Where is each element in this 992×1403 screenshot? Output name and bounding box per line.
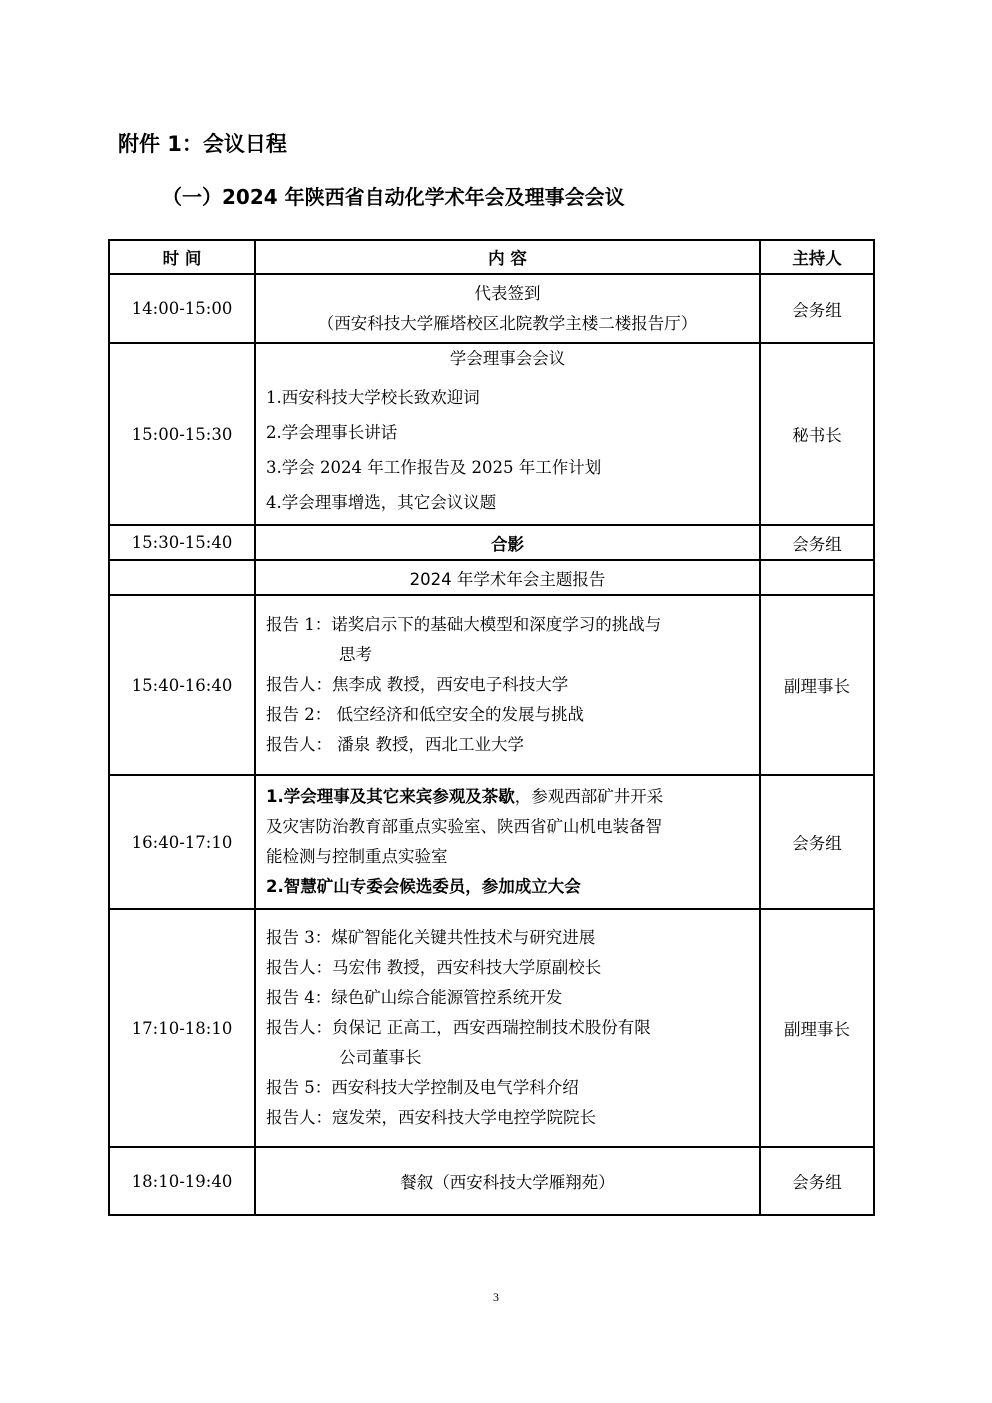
row-content [255, 274, 760, 343]
list-item: 1.西安科技大学校长致欢迎词 [266, 388, 480, 407]
row-content [255, 595, 760, 775]
row-time: 16:40-17:10 [109, 775, 255, 909]
section-title: （一）2024 年陕西省自动化学术年会及理事会会议 [162, 185, 625, 209]
row-host: 副理事长 [760, 909, 874, 1147]
report-line: 报告 1：诺奖启示下的基础大模型和深度学习的挑战与 [266, 615, 662, 634]
row-time: 15:30-15:40 [109, 525, 255, 560]
header-time: 时 间 [109, 240, 255, 274]
row-host: 秘书长 [760, 343, 874, 525]
row-content: 餐叙（西安科技大学雁翔苑） [255, 1147, 760, 1215]
row-time: 17:10-18:10 [109, 909, 255, 1147]
row-content [255, 775, 760, 909]
list-item: 4.学会理事增选，其它会议议题 [266, 493, 497, 512]
visit-detail: 能检测与控制重点实验室 [266, 847, 448, 866]
row-time: 15:40-16:40 [109, 595, 255, 775]
report-line: 报告 5：西安科技大学控制及电气学科介绍 [266, 1078, 579, 1097]
table-row [109, 274, 874, 343]
page-number: 3 [493, 1290, 499, 1304]
table-row [109, 775, 874, 909]
row-content: 2024 年学术年会主题报告 [255, 560, 760, 595]
list-item: 3.学会 2024 年工作报告及 2025 年工作计划 [266, 458, 602, 477]
table-row [109, 595, 874, 775]
report-line: 报告人： 潘泉 教授，西北工业大学 [266, 735, 524, 754]
row-content [255, 343, 760, 525]
row-host: 会务组 [760, 274, 874, 343]
visit-detail: 及灾害防治教育部重点实验室、陕西省矿山机电装备智 [266, 817, 662, 836]
row-host [760, 560, 874, 595]
report-line: 公司董事长 [339, 1048, 422, 1067]
row-title: 学会理事会会议 [449, 349, 566, 368]
table-row [109, 525, 874, 560]
attachment-title: 附件 1：会议日程 [118, 132, 287, 156]
report-line: 报告 2： 低空经济和低空安全的发展与挑战 [266, 705, 584, 724]
report-line: 报告人：焦李成 教授，西安电子科技大学 [266, 675, 569, 694]
report-line: 报告人：贠保记 正高工，西安西瑞控制技术股份有限 [266, 1018, 651, 1037]
row-title: 代表签到 [474, 283, 541, 303]
list-item: 2.学会理事长讲话 [266, 423, 398, 442]
row-content: 合影 [255, 525, 760, 560]
schedule-table [108, 239, 875, 1216]
table-row [109, 560, 874, 595]
table-row [109, 909, 874, 1147]
row-time [109, 560, 255, 595]
row-host: 会务组 [760, 525, 874, 560]
table-row [109, 343, 874, 525]
header-host: 主持人 [760, 240, 874, 274]
report-line: 思考 [339, 645, 372, 664]
visit-detail: ，参观西部矿井开采 [514, 787, 664, 806]
row-host: 副理事长 [760, 595, 874, 775]
row-time: 14:00-15:00 [109, 274, 255, 343]
table-row [109, 1147, 874, 1215]
report-line: 报告人：寇发荣，西安科技大学电控学院院长 [266, 1108, 596, 1127]
table-header-row [109, 240, 874, 274]
row-host: 会务组 [760, 775, 874, 909]
row-content [255, 909, 760, 1147]
report-line: 报告 4：绿色矿山综合能源管控系统开发 [266, 988, 563, 1007]
report-line: 报告人：马宏伟 教授，西安科技大学原副校长 [266, 958, 602, 977]
header-content: 内 容 [255, 240, 760, 274]
row-time: 18:10-19:40 [109, 1147, 255, 1215]
visit-title: 1.学会理事及其它来宾参观及茶歇 [266, 787, 515, 806]
row-time: 15:00-15:30 [109, 343, 255, 525]
report-line: 报告 3：煤矿智能化关键共性技术与研究进展 [266, 928, 596, 947]
committee-line: 2.智慧矿山专委会候选委员，参加成立大会 [266, 877, 581, 896]
row-subtitle: （西安科技大学雁塔校区北院教学主楼二楼报告厅） [317, 313, 698, 333]
row-host: 会务组 [760, 1147, 874, 1215]
